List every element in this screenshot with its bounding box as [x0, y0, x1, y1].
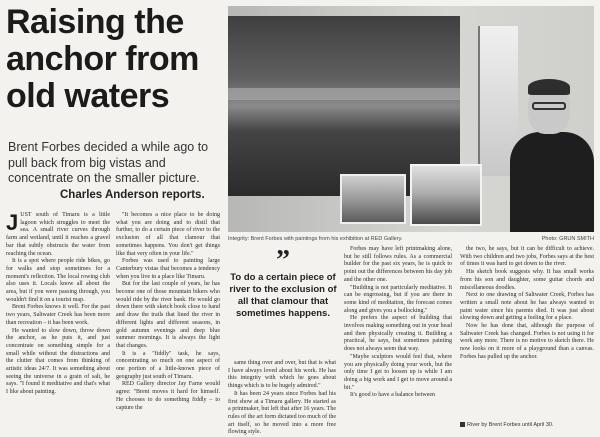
paragraph: the two, he says, but it can be difficult to achieve. With two children and two jobs, Forbes says at the best of times it was hard to get down to the river.	[460, 246, 594, 268]
square-bullet-icon	[460, 422, 465, 427]
standfirst: Brent Forbes decided a while ago to pull back from big vistas and concentrate on the smaller picture.	[8, 140, 209, 185]
glasses-icon	[532, 102, 566, 110]
byline: Charles Anderson reports.	[60, 189, 205, 201]
paragraph: "It becomes a nice place to be doing what you are doing and to distil that further, to do a certain piece of river to the exclusion of all that clamour that sometimes happens. You don't get things like that very often in your life."	[116, 212, 220, 257]
paragraph: same thing over and over, but that is what I have always loved about his work. He has this integrity with which he goes about things which is to be hugely admired."	[228, 360, 336, 390]
pull-quote	[228, 245, 338, 320]
photo-caption: Integrity: Brent Forbes with paintings from his exhibition at RED Gallery.	[228, 236, 403, 242]
paragraph: But for the last couple of years, he has become one of those mountain bikers who would ride by the river bank. He would go down there with sketch book close to hand and draw the trails that lined the river in different lights and different seasons, in gold autumn evenings and deep blue summer mornings. It is always the light that changes.	[116, 281, 220, 349]
headline: Raising the anchor from old waters	[6, 3, 199, 115]
artist-hair	[528, 79, 570, 95]
column-2	[116, 212, 220, 412]
photo-credit: Photo: GRUN SMITH	[541, 236, 594, 242]
paragraph: His sketch book suggests why. It has small works from his son and daughter, some guitar chords and miscellaneous doodles.	[460, 269, 594, 291]
paragraph: He prefers the aspect of building that involves making something out in your head and then physically creating it. Building a practical, he says, but sometimes painting does not always seem that way.	[344, 315, 452, 353]
artist-body	[510, 132, 594, 232]
paragraph: "Maybe sculptors would feel that, where you are physically doing your work, but the only time I get to loosen up is while I am doing a big work and I get to move around a bit."	[344, 353, 452, 391]
column-3	[228, 360, 336, 437]
paragraph: It is a spot where people ride bikes, go for walks and stop sometimes for a moment's reflection. The local rowing club also uses it. Locals know all about the area, but if you were passing through, you wouldn't find it on a tourist map.	[6, 258, 110, 303]
framed-painting-medium	[410, 164, 482, 226]
paragraph: Brent Forbes knows it well. For the past two years, Saltwater Creek has been more than recreation – it has been work.	[6, 304, 110, 326]
exhibition-note-text: River by Brent Forbes until April 30.	[467, 422, 554, 428]
paragraph: Now he has done that, although the purpose of Saltwater Creek has changed. Forbes is not using it for work any more. There is no motive to sketch there. He now looks on it more of a playground than a canvas. Forbes has pulled up the anchor.	[460, 323, 594, 360]
paragraph: It's good to have a balance between	[350, 392, 436, 399]
exhibition-note	[460, 422, 594, 428]
framed-painting-small	[340, 174, 406, 224]
column-1	[6, 212, 110, 397]
paragraph: It has been 24 years since Forbes had his first show at a Timaru gallery. He started as a printmaker, but left that after 16 years. The rules of the art form dictated too much of the art itself, so he moved into a more free flowing style.	[228, 390, 336, 436]
artist-figure	[510, 82, 594, 232]
pull-quote-text: To do a certain piece of river to the exclusion of all that clamour that sometimes happens.	[229, 272, 337, 319]
paragraph: Next to one drawing of Saltwater Creek, Forbes has written a small note about he has always wanted to paint water since his parents died. It was just about slowing down and getting a feeling for a place.	[460, 292, 594, 322]
paragraph: Forbes was used to painting large Canterbury vistas that becomes a tendency when you live in a place like Timaru.	[116, 258, 220, 280]
column-5	[460, 246, 594, 362]
article-photo	[228, 6, 594, 232]
paragraph: He wanted to slow down, throw down the anchor, as he puts it, and just concentrate on something simple for a small while without the distractions and the clutter that comes from thinking of artistic ideas 24/7. It was something about seeing the universe in a grain of salt, he says. "I found it meditative and that's what I like about painting.	[6, 327, 110, 396]
paragraph: It is a "fiddly" task, he says, concentrating so much on one aspect of one portion of a little-known piece of geography just south of Timaru.	[116, 350, 220, 380]
paragraph: Forbes may have left printmaking alone, but he still follows rules. As a commercial builder for the past six years, he is quick to point out the differences between his day job and the other one.	[344, 246, 452, 283]
column-4	[344, 246, 452, 400]
quote-mark-icon: ”	[276, 245, 290, 276]
paragraph: RED Gallery director Jay Farne would agree: "Brent moves it hard for himself. He chooses to do something fiddly – to capture the	[116, 381, 220, 411]
painting-horizon	[228, 88, 460, 100]
drop-cap: J	[6, 210, 19, 235]
paragraph: UST south of Timaru is a little lagoon which struggles to meet the sea. A small river curves through farm and wetland, until it reaches a gravel bar that subtly obstructs the water from reaching the ocean.	[6, 212, 110, 257]
paragraph: "Building is not particularly meditative. It can be engrossing, but if you are there in some kind of meditation, the forecast comes along and gives you a bollocking."	[344, 284, 452, 314]
